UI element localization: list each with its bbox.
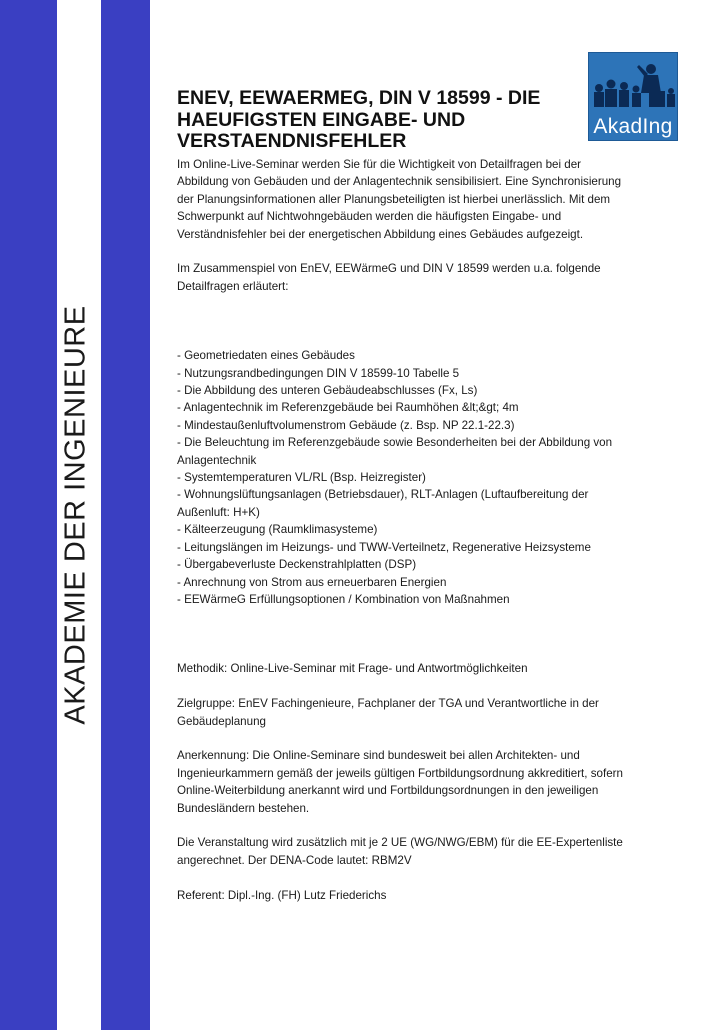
intro-paragraph: Im Online-Live-Seminar werden Sie für die Wichtigkeit von Detailfragen bei der Abbildung von Gebäuden und der Anlagentechnik sensibilisiert. Eine Synchronisierung der Planungsinformationen aller Planungsbeteiligten ist hierbei unerlässlich. Mit dem Schwerpunkt auf Nichtwohngebäuden werden die häufigsten Eingabe- und Verständnisfehler bei der energetischen Abbildung eines Gebäudes aufgezeigt. [177,158,622,241]
list-item: - Systemtemperaturen VL/RL (Bsp. Heizregister) [177,471,426,485]
list-item: - Anlagentechnik im Referenzgebäude bei Raumhöhen &lt;&gt; 4m [177,401,519,415]
list-item: - Nutzungsrandbedingungen DIN V 18599-10 Tabelle 5 [177,366,460,380]
list-item: - Leitungslängen im Heizungs- und TWW-Verteilnetz, Regenerative Heizsysteme [177,540,591,554]
methodik-paragraph: Methodik: Online-Live-Seminar mit Frage- und Antwortmöglichkeiten [177,662,528,676]
audience-presenter-icon [589,53,677,113]
right-blue-band [101,0,150,1030]
spacer [177,730,627,747]
zielgruppe-paragraph: Zielgruppe: EnEV Fachingenieure, Fachplaner der TGA und Verantwortliche in der Gebäudeplanung [177,697,599,728]
topic-list [177,347,627,608]
anerkennung-paragraph: Anerkennung: Die Online-Seminare sind bundesweit bei allen Architekten- und Ingenieurkammern gemäß der jeweils gültigen Fortbildungsordnung akkreditiert, sofern Online-Weiterbildung anerkannt wird und Fortbildungsordnungen in den jeweiligen Bundesländern bestehen. [177,749,623,815]
list-item: - EEWärmeG Erfüllungsoptionen / Kombination von Maßnahmen [177,592,510,606]
list-item: - Geometriedaten eines Gebäudes [177,349,355,363]
lead-paragraph: Im Zusammenspiel von EnEV, EEWärmeG und DIN V 18599 werden u.a. folgende Detailfragen erläutert: [177,262,601,293]
spacer [177,295,627,347]
spacer [177,817,627,834]
spacer [177,243,627,260]
list-item: - Die Beleuchtung im Referenzgebäude sowie Besonderheiten bei der Abbildung von Anlagentechnik [177,436,613,467]
left-blue-band [0,0,57,1030]
list-item: - Kälteerzeugung (Raumklimasysteme) [177,523,378,537]
akading-logo [588,52,678,141]
referent-paragraph: Referent: Dipl.-Ing. (FH) Lutz Friederichs [177,888,387,902]
list-item: - Anrechnung von Strom aus erneuerbaren Energien [177,575,447,589]
spacer [177,869,627,886]
page-title: ENEV, EEWAERMEG, DIN V 18599 - DIE HAEUFIGSTEN EINGABE- UND VERSTAENDNISFEHLER [177,87,541,152]
seminar-description [177,156,627,904]
spacer [177,608,627,660]
list-item: - Wohnungslüftungsanlagen (Betriebsdauer), RLT-Anlagen (Luftaufbereitung der Außenluft: H+K) [177,488,589,519]
list-item: - Mindestaußenluftvolumenstrom Gebäude (z. Bsp. NP 22.1-22.3) [177,418,515,432]
list-item: - Die Abbildung des unteren Gebäudeabschlusses (Fx, Ls) [177,384,478,398]
logo-text: AkadIng [593,115,673,138]
spacer [177,678,627,695]
dena-paragraph: Die Veranstaltung wird zusätzlich mit je 2 UE (WG/NWG/EBM) für die EE-Expertenliste angerechnet. Der DENA-Code lautet: RBM2V [177,836,623,867]
vertical-academy-name: AKADEMIE DER INGENIEURE [59,305,92,725]
list-item: - Übergabeverluste Deckenstrahlplatten (DSP) [177,558,417,572]
